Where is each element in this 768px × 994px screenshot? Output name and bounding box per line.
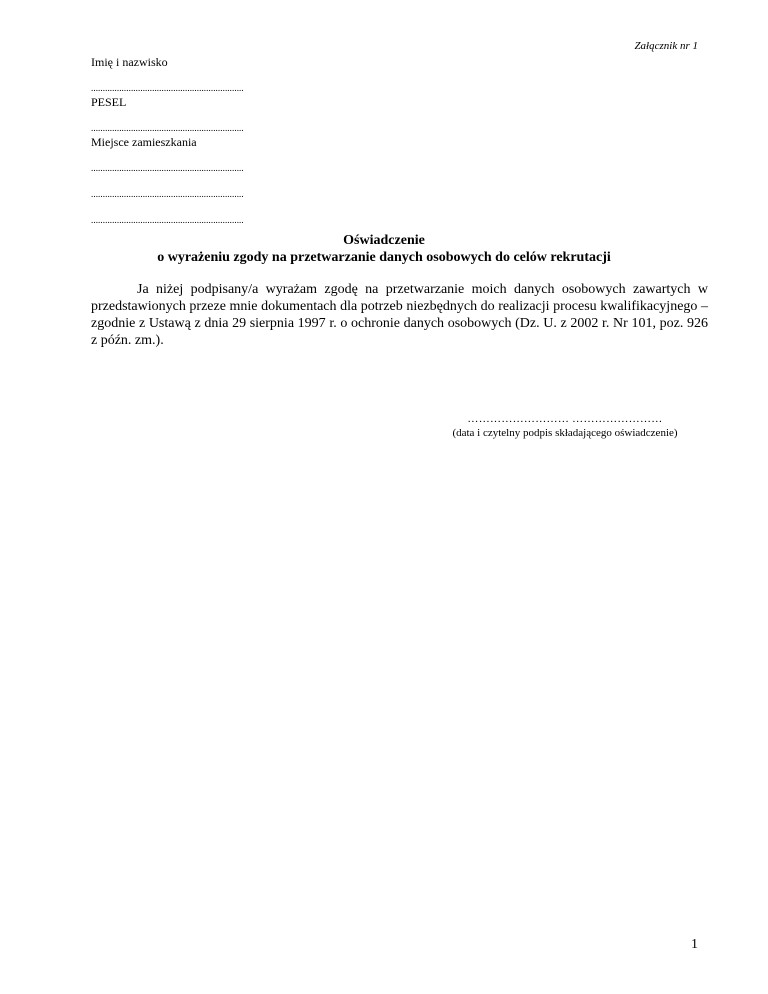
page-number: 1 <box>691 937 698 952</box>
residence-label: Miejsce zamieszkania <box>91 135 197 149</box>
consent-statement: Ja niżej podpisany/a wyrażam zgodę na przetwarzanie moich danych osobowych zawartych w przedstawionych przeze mnie dokumentach dla potrzeb niezbędnych do realizacji procesu kwalifikacyjnego – zgodnie z Ustawą z dnia 29 sierpnia 1997 r. o ochronie danych osobowych (Dz. U. z 2002 r. Nr 101, poz. 926 z późn. zm.). <box>91 282 708 348</box>
document-title <box>60 232 708 266</box>
personal-data-fields <box>91 55 351 227</box>
name-label: Imię i nazwisko <box>91 55 168 69</box>
title-line-2: o wyrażeniu zgody na przetwarzanie danych osobowych do celów rekrutacji <box>157 250 611 265</box>
annex-label: Załącznik nr 1 <box>634 40 698 52</box>
signature-line: ……………………… …………………… <box>467 413 663 425</box>
residence-fill-line: ................................................................. <box>91 163 244 173</box>
signature-caption: (data i czytelny podpis składającego oświadczenie) <box>452 427 678 439</box>
title-line-1: Oświadczenie <box>343 233 425 248</box>
signature-block <box>420 412 710 440</box>
residence-fill-line-3: ................................................................. <box>91 215 244 225</box>
pesel-label: PESEL <box>91 95 127 109</box>
residence-fill-line-2: ................................................................. <box>91 189 244 199</box>
pesel-fill-line: ................................................................. <box>91 123 244 133</box>
name-fill-line: ................................................................. <box>91 83 244 93</box>
